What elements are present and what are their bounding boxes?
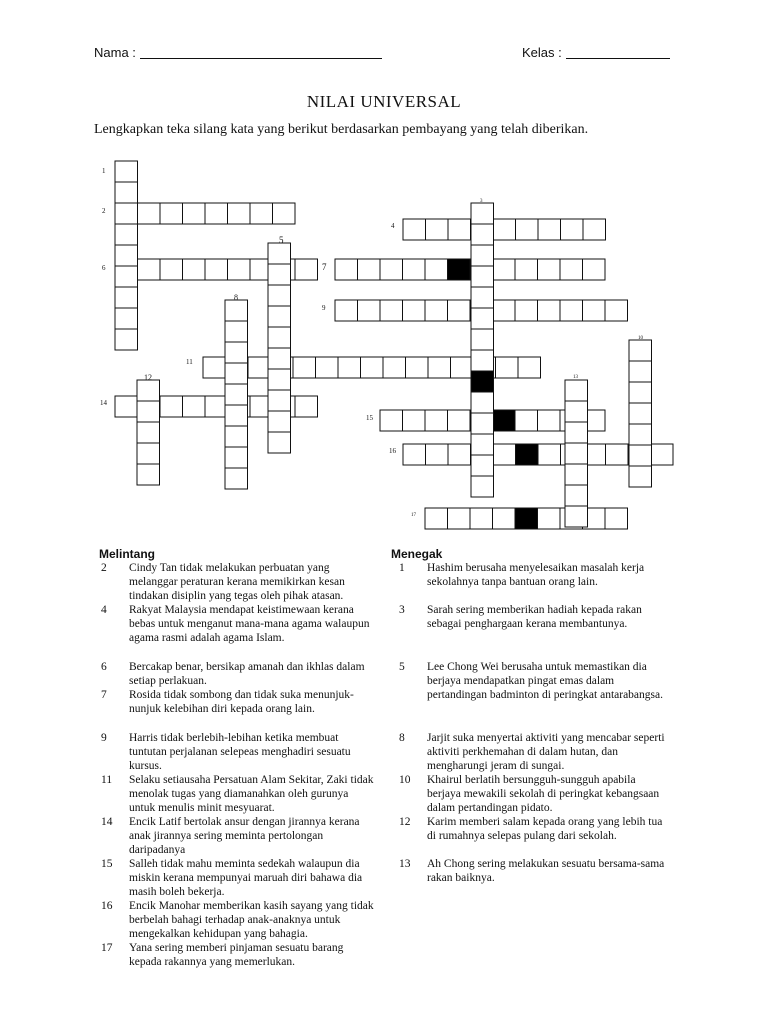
grid-cell[interactable]: [115, 329, 138, 350]
grid-cell[interactable]: [137, 380, 160, 401]
clue-text: Ah Chong sering melakukan sesuatu bersama-sama rakan baiknya.: [427, 858, 665, 884]
grid-cell[interactable]: [268, 390, 291, 411]
clue-number: 9: [101, 732, 107, 744]
clue-text: Karim memberi salam kepada orang yang lebih tua di rumahnya selepas pulang dari sekolah.: [427, 816, 663, 842]
grid-cell[interactable]: [380, 410, 403, 431]
grid-cell[interactable]: [425, 259, 448, 280]
grid-cell[interactable]: [273, 203, 296, 224]
down-heading: Menegak: [391, 547, 443, 561]
grid-cell[interactable]: [471, 350, 494, 371]
blocked-cell: [493, 410, 516, 431]
blocked-cell: [471, 371, 494, 392]
grid-cell[interactable]: [605, 508, 628, 529]
clue-number: 14: [101, 816, 113, 828]
grid-cell[interactable]: [138, 259, 161, 280]
clue-text: Selaku setiausaha Persatuan Alam Sekitar, Zaki tidak menolak tugas yang diamanahkan oleh gurunya untuk menulis minit mesyuarat.: [129, 774, 374, 814]
name-label: Nama :: [94, 45, 136, 60]
grid-number-10: 10: [638, 336, 643, 341]
grid-cell[interactable]: [335, 300, 358, 321]
grid-cell[interactable]: [115, 396, 138, 417]
grid-cell[interactable]: [137, 464, 160, 485]
grid-cell[interactable]: [295, 259, 318, 280]
grid-cell[interactable]: [629, 361, 652, 382]
grid-number-3: 3: [480, 199, 483, 204]
clue-number: 1: [399, 562, 405, 574]
grid-cell[interactable]: [205, 259, 228, 280]
grid-cell[interactable]: [225, 321, 248, 342]
grid-number-4: 4: [391, 222, 395, 230]
grid-cell[interactable]: [493, 444, 516, 465]
grid-number-14: 14: [100, 399, 107, 407]
clue-number: 15: [101, 858, 113, 870]
grid-cell[interactable]: [448, 410, 471, 431]
grid-cell[interactable]: [583, 219, 606, 240]
clue-number: 11: [101, 774, 113, 786]
grid-cell[interactable]: [403, 219, 426, 240]
grid-cell[interactable]: [471, 224, 494, 245]
grid-cell[interactable]: [225, 300, 248, 321]
clue-number: 2: [101, 562, 107, 574]
grid-cell[interactable]: [538, 300, 561, 321]
grid-cell[interactable]: [515, 259, 538, 280]
grid-number-7: 7: [322, 262, 327, 272]
blocked-cell: [448, 259, 471, 280]
grid-cell[interactable]: [425, 410, 448, 431]
grid-cell[interactable]: [516, 219, 539, 240]
grid-cell[interactable]: [338, 357, 361, 378]
grid-cell[interactable]: [565, 506, 588, 527]
grid-cell[interactable]: [268, 348, 291, 369]
clue-number: 16: [101, 900, 113, 912]
grid-cell[interactable]: [115, 182, 138, 203]
clue-number: 4: [101, 604, 107, 616]
clue-text: Lee Chong Wei berusaha untuk memastikan dia berjaya mendapatkan pingat emas dalam pertandingan badminton di peringkat antarabangsa.: [427, 661, 663, 701]
clue-text: Yana sering memberi pinjaman sesuatu barang kepada rakannya yang memerlukan.: [129, 942, 344, 968]
grid-cell[interactable]: [358, 300, 381, 321]
grid-cell[interactable]: [137, 443, 160, 464]
grid-cell[interactable]: [561, 219, 584, 240]
grid-cell[interactable]: [183, 203, 206, 224]
grid-cell[interactable]: [403, 300, 426, 321]
grid-cell[interactable]: [225, 384, 248, 405]
grid-cell[interactable]: [538, 259, 561, 280]
clue-text: Rakyat Malaysia mendapat keistimewaan kerana bebas untuk menganut mana-mana agama walaupun agama rasmi adalah agama Islam.: [129, 604, 370, 644]
grid-cell[interactable]: [335, 259, 358, 280]
grid-cell[interactable]: [560, 300, 583, 321]
grid-cell[interactable]: [629, 445, 652, 466]
clue-number: 12: [399, 816, 411, 828]
grid-cell[interactable]: [115, 308, 138, 329]
grid-cell[interactable]: [403, 259, 426, 280]
grid-cell[interactable]: [629, 382, 652, 403]
grid-cell[interactable]: [583, 300, 606, 321]
clue-number: 17: [101, 942, 113, 954]
clue-number: 10: [399, 774, 411, 786]
clue-text: Khairul berlatih bersungguh-sungguh apabila berjaya mewakili sekolah di peringkat kebangsaan dalam pertandingan pidato.: [427, 774, 660, 814]
grid-cell[interactable]: [471, 245, 494, 266]
grid-cell[interactable]: [160, 396, 183, 417]
grid-cell[interactable]: [565, 443, 588, 464]
grid-cell[interactable]: [403, 444, 426, 465]
grid-cell[interactable]: [565, 380, 588, 401]
grid-cell[interactable]: [565, 401, 588, 422]
grid-cell[interactable]: [228, 259, 251, 280]
grid-cell[interactable]: [115, 203, 138, 224]
grid-cell[interactable]: [493, 508, 516, 529]
grid-cell[interactable]: [115, 161, 138, 182]
grid-cell[interactable]: [225, 447, 248, 468]
grid-cell[interactable]: [426, 444, 449, 465]
grid-number-13: 13: [573, 375, 578, 380]
grid-number-8: 8: [234, 293, 238, 302]
grid-cell[interactable]: [471, 287, 494, 308]
clue-number: 7: [101, 689, 107, 701]
grid-cell[interactable]: [629, 403, 652, 424]
grid-cell[interactable]: [493, 259, 516, 280]
grid-cell[interactable]: [428, 357, 451, 378]
clue-text: Bercakap benar, bersikap amanah dan ikhlas dalam setiap perlakuan.: [129, 661, 365, 687]
grid-cell[interactable]: [448, 508, 471, 529]
grid-cell[interactable]: [629, 340, 652, 361]
grid-number-1: 1: [102, 167, 106, 175]
grid-cell[interactable]: [183, 259, 206, 280]
grid-cell[interactable]: [225, 426, 248, 447]
grid-cell[interactable]: [515, 300, 538, 321]
grid-cell[interactable]: [448, 219, 471, 240]
grid-cell[interactable]: [565, 464, 588, 485]
grid-cell[interactable]: [583, 259, 606, 280]
grid-cell[interactable]: [496, 357, 519, 378]
grid-cell[interactable]: [471, 308, 494, 329]
grid-cell[interactable]: [471, 455, 494, 476]
grid-cell[interactable]: [248, 357, 271, 378]
grid-cell[interactable]: [361, 357, 384, 378]
grid-number-2: 2: [102, 207, 106, 215]
grid-cell[interactable]: [293, 357, 316, 378]
clue-text: Harris tidak berlebih-lebihan ketika membuat tuntutan perjalanan selepeas menghadiri sesuatu kursus.: [129, 732, 351, 772]
clue-text: Encik Manohar memberikan kasih sayang yang tidak berbelah bahagi terhadap anak-anaknya untuk mengekalkan kehidupan yang bahagia.: [129, 900, 374, 940]
grid-cell[interactable]: [425, 508, 448, 529]
grid-cell[interactable]: [115, 287, 138, 308]
grid-number-15: 15: [366, 414, 373, 422]
grid-cell[interactable]: [228, 203, 251, 224]
grid-cell[interactable]: [471, 329, 494, 350]
blocked-cell: [516, 444, 539, 465]
grid-cell[interactable]: [538, 219, 561, 240]
grid-cell[interactable]: [471, 413, 494, 434]
grid-cell[interactable]: [268, 264, 291, 285]
grid-cell[interactable]: [538, 444, 561, 465]
grid-cell[interactable]: [268, 411, 291, 432]
clue-number: 6: [101, 661, 107, 673]
clue-text: Jarjit suka menyertai aktiviti yang mencabar seperti aktiviti perkhemahan di dalam hutan, dan mengharungi jeram di sungai.: [427, 732, 665, 772]
grid-cell[interactable]: [425, 300, 448, 321]
grid-cell[interactable]: [225, 468, 248, 489]
grid-cell[interactable]: [225, 405, 248, 426]
grid-cell[interactable]: [205, 203, 228, 224]
grid-cell[interactable]: [295, 396, 318, 417]
grid-cell[interactable]: [493, 219, 516, 240]
grid-cell[interactable]: [470, 508, 493, 529]
grid-cell[interactable]: [560, 259, 583, 280]
across-heading: Melintang: [99, 547, 155, 561]
clue-text: Hashim berusaha menyelesaikan masalah kerja sekolahnya tanpa bantuan orang lain.: [427, 562, 645, 588]
grid-cell[interactable]: [268, 285, 291, 306]
grid-cell[interactable]: [383, 357, 406, 378]
grid-cell[interactable]: [225, 363, 248, 384]
grid-cell[interactable]: [403, 410, 426, 431]
grid-number-17: 17: [411, 513, 416, 518]
grid-cell[interactable]: [225, 342, 248, 363]
grid-cell[interactable]: [358, 259, 381, 280]
grid-cell[interactable]: [268, 369, 291, 390]
grid-cell[interactable]: [406, 357, 429, 378]
grid-cell[interactable]: [493, 300, 516, 321]
grid-cell[interactable]: [471, 434, 494, 455]
grid-cell[interactable]: [471, 392, 494, 413]
clue-text: Salleh tidak mahu meminta sedekah walaupun dia miskin kerana mempunyai maruah diri bahawa dia masih boleh bekerja.: [129, 858, 363, 898]
grid-cell[interactable]: [115, 224, 138, 245]
grid-cell[interactable]: [160, 259, 183, 280]
grid-cell[interactable]: [115, 266, 138, 287]
grid-cell[interactable]: [518, 357, 541, 378]
grid-cell[interactable]: [606, 444, 629, 465]
clue-number: 3: [399, 604, 405, 616]
grid-cell[interactable]: [651, 444, 674, 465]
clue-number: 13: [399, 858, 411, 870]
grid-cell[interactable]: [565, 485, 588, 506]
grid-cell[interactable]: [268, 243, 291, 264]
grid-cell[interactable]: [629, 424, 652, 445]
grid-cell[interactable]: [471, 476, 494, 497]
grid-cell[interactable]: [137, 422, 160, 443]
clue-text: Sarah sering memberikan hadiah kepada rakan sebagai penghargaan kerana membantunya.: [427, 604, 642, 630]
grid-cell[interactable]: [115, 245, 138, 266]
grid-number-6: 6: [102, 264, 106, 272]
grid-cell[interactable]: [205, 396, 228, 417]
grid-cell[interactable]: [268, 306, 291, 327]
grid-cell[interactable]: [138, 203, 161, 224]
grid-cell[interactable]: [515, 410, 538, 431]
grid-cell[interactable]: [565, 422, 588, 443]
page-title: NILAI UNIVERSAL: [306, 92, 462, 111]
grid-cell[interactable]: [605, 300, 628, 321]
grid-cell[interactable]: [137, 401, 160, 422]
clue-number: 8: [399, 732, 405, 744]
grid-number-11: 11: [186, 358, 193, 366]
grid-number-9: 9: [322, 304, 326, 312]
grid-cell[interactable]: [471, 266, 494, 287]
grid-cell[interactable]: [471, 203, 494, 224]
grid-cell[interactable]: [538, 410, 561, 431]
grid-number-16: 16: [389, 447, 396, 455]
grid-cell[interactable]: [268, 327, 291, 348]
blocked-cell: [515, 508, 538, 529]
clue-text: Rosida tidak sombong dan tidak suka menunjuk-nunjuk kelebihan diri kepada orang lain.: [129, 689, 354, 715]
grid-cell[interactable]: [448, 300, 471, 321]
grid-cell[interactable]: [203, 357, 226, 378]
clue-text: Encik Latif bertolak ansur dengan jirannya kerana anak jirannya sering meminta pertolongan daripadanya: [129, 816, 360, 856]
clue-text: Cindy Tan tidak melakukan perbuatan yang melanggar peraturan kerana memikirkan kesan tindakan disiplin yang tegas oleh pihak atasan.: [129, 562, 345, 602]
grid-cell[interactable]: [380, 259, 403, 280]
grid-cell[interactable]: [629, 466, 652, 487]
clue-number: 5: [399, 661, 405, 673]
grid-cell[interactable]: [426, 219, 449, 240]
grid-cell[interactable]: [316, 357, 339, 378]
grid-cell[interactable]: [538, 508, 561, 529]
class-label: Kelas :: [522, 45, 562, 60]
grid-number-12: 12: [144, 373, 152, 382]
instruction-text: Lengkapkan teka silang kata yang berikut berdasarkan pembayang yang telah diberikan.: [94, 122, 589, 137]
grid-cell[interactable]: [160, 203, 183, 224]
grid-cell[interactable]: [448, 444, 471, 465]
grid-number-5: 5: [279, 235, 284, 245]
grid-cell[interactable]: [380, 300, 403, 321]
grid-cell[interactable]: [250, 203, 273, 224]
grid-cell[interactable]: [268, 432, 291, 453]
grid-cell[interactable]: [451, 357, 474, 378]
grid-cell[interactable]: [183, 396, 206, 417]
